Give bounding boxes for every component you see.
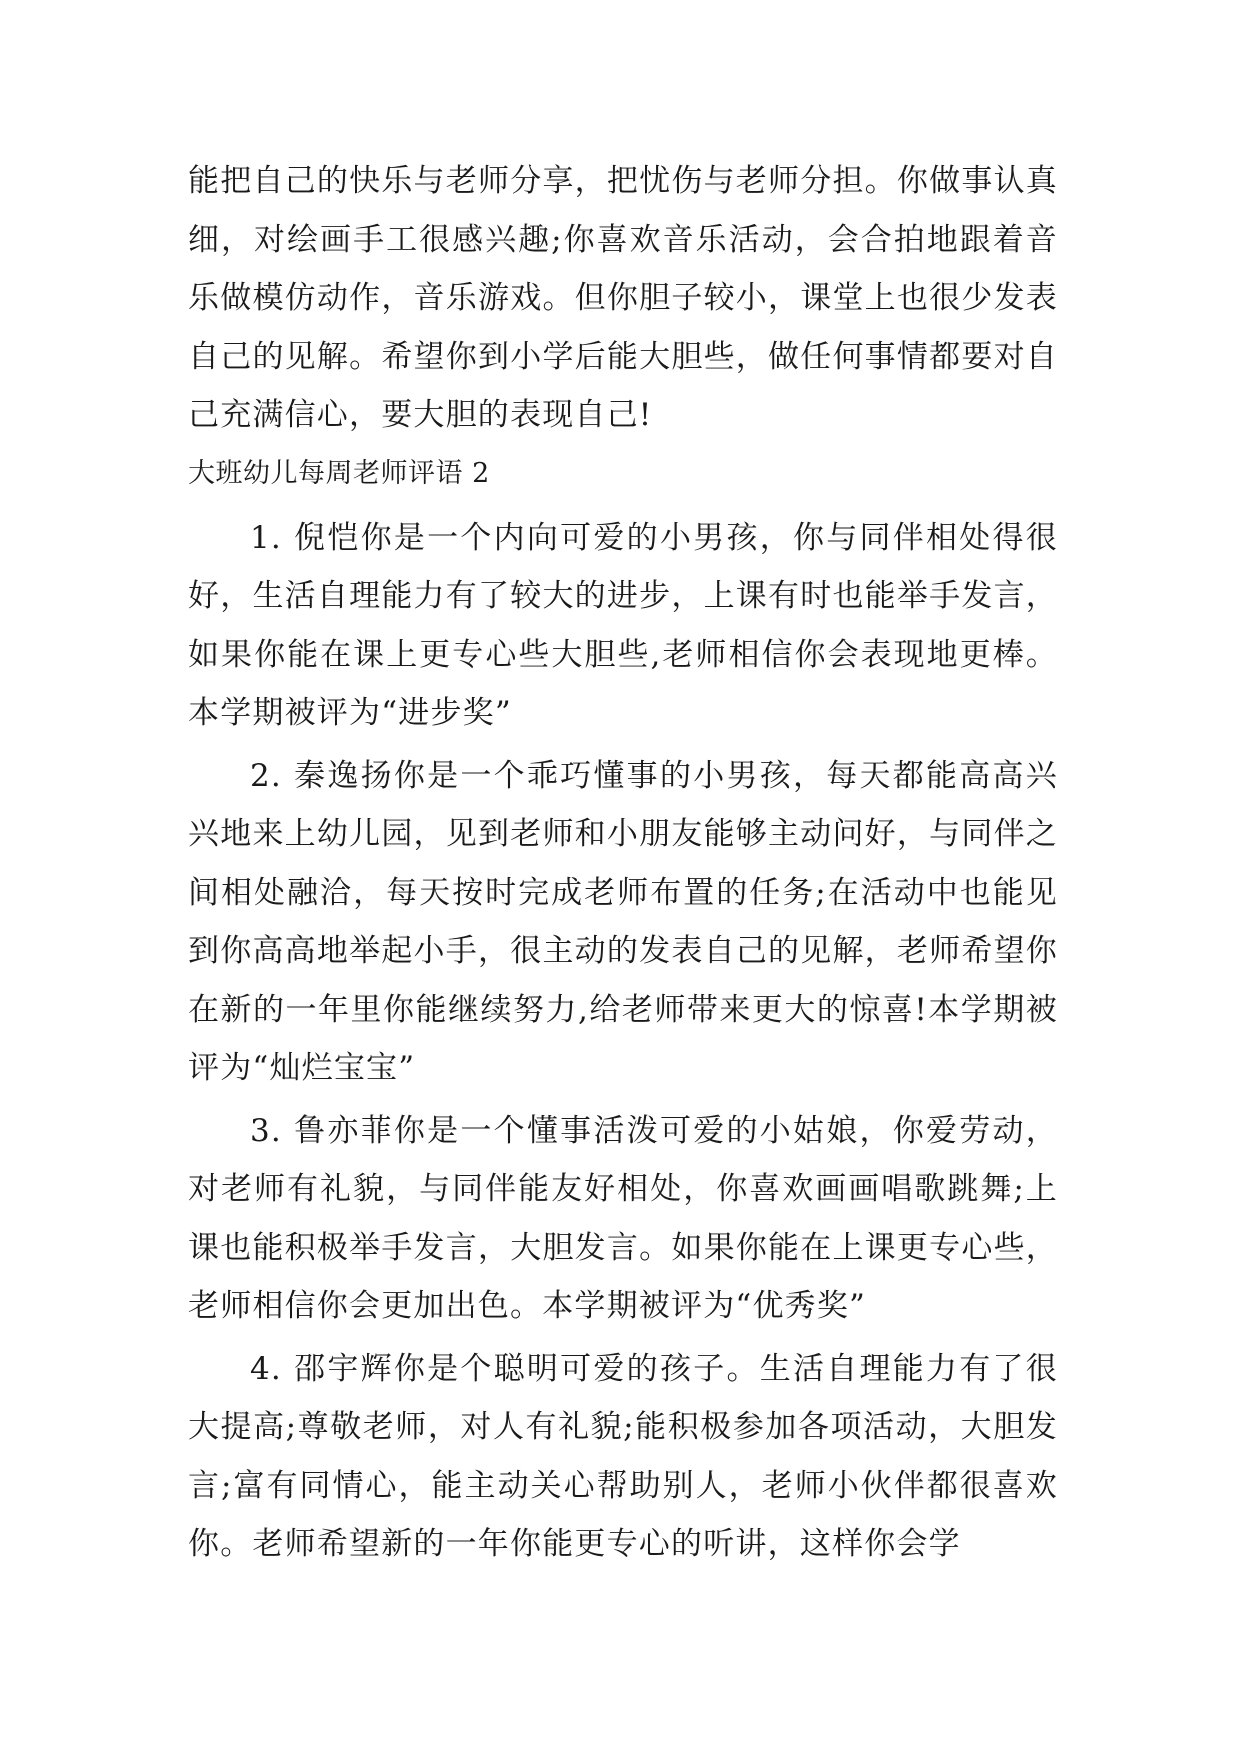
section-title: 大班幼儿每周老师评语 2	[188, 457, 490, 489]
comment-paragraph-1: 1. 倪恺你是一个内向可爱的小男孩，你与同伴相处得很好，生活自理能力有了较大的进步，上课有时也能举手发言，如果你能在课上更专心些大胆些,老师相信你会表现地更棒。本学期被评为“进步奖”	[188, 519, 1058, 731]
intro-paragraph: 能把自己的快乐与老师分享，把忧伤与老师分担。你做事认真细，对绘画手工很感兴趣;你喜欢音乐活动，会合拍地跟着音乐做模仿动作，音乐游戏。但你胆子较小，课堂上也很少发表自己的见解。希望你到小学后能大胆些，做任何事情都要对自己充满信心，要大胆的表现自己!	[188, 163, 1058, 433]
comment-paragraph-4: 4. 邵宇辉你是个聪明可爱的孩子。生活自理能力有了很大提高;尊敬老师，对人有礼貌;能积极参加各项活动，大胆发言;富有同情心，能主动关心帮助别人，老师小伙伴都很喜欢你。老师希望新的一年你能更专心的听讲，这样你会学	[188, 1350, 1058, 1562]
document-body	[188, 152, 1058, 1574]
comment-paragraph-2: 2. 秦逸扬你是一个乖巧懂事的小男孩，每天都能高高兴兴地来上幼儿园，见到老师和小朋友能够主动问好，与同伴之间相处融洽，每天按时完成老师布置的任务;在活动中也能见到你高高地举起小手，很主动的发表自己的见解，老师希望你在新的一年里你能继续努力,给老师带来更大的惊喜!本学期被评为“灿烂宝宝”	[188, 757, 1058, 1086]
comment-paragraph-3: 3. 鲁亦菲你是一个懂事活泼可爱的小姑娘，你爱劳动，对老师有礼貌，与同伴能友好相处，你喜欢画画唱歌跳舞;上课也能积极举手发言，大胆发言。如果你能在上课更专心些，老师相信你会更加出色。本学期被评为“优秀奖”	[188, 1112, 1058, 1324]
